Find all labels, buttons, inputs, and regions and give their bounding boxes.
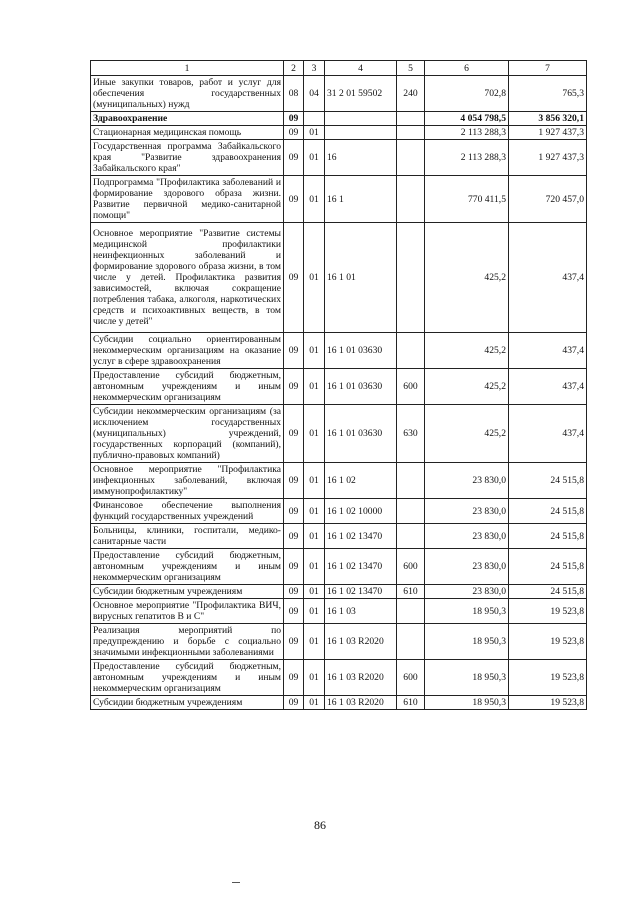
table-row [91, 176, 587, 223]
cell-target-code: 16 1 02 13470 [325, 524, 397, 549]
cell-amount-year2: 24 515,8 [509, 499, 587, 524]
cell-name: Финансовое обеспечение выполнения функций государственных учреждений [91, 499, 284, 524]
cell-amount-year2: 437,4 [509, 333, 587, 369]
cell-subsection: 01 [304, 126, 325, 140]
table-row [91, 126, 587, 140]
cell-amount-year2: 1 927 437,3 [509, 140, 587, 176]
table-row [91, 549, 587, 585]
cell-section: 09 [284, 585, 304, 599]
column-header: 3 [304, 61, 325, 76]
cell-section: 09 [284, 176, 304, 223]
table-row [91, 405, 587, 463]
cell-name: Реализация мероприятий по предупреждению и борьбе с социально значимыми инфекционными заболеваниями [91, 624, 284, 660]
cell-section: 09 [284, 524, 304, 549]
cell-subsection [304, 112, 325, 126]
cell-amount-year1: 4 054 798,5 [425, 112, 509, 126]
cell-target-code: 31 2 01 59502 [325, 76, 397, 112]
cell-expense-type: 630 [397, 405, 425, 463]
table-row [91, 223, 587, 333]
table-row [91, 112, 587, 126]
cell-amount-year2: 1 927 437,3 [509, 126, 587, 140]
cell-expense-type [397, 599, 425, 624]
cell-amount-year2: 19 523,8 [509, 696, 587, 710]
cell-name: Подпрограмма "Профилактика заболеваний и формирование здорового образа жизни. Развитие первичной медико-санитарной помощи" [91, 176, 284, 223]
cell-amount-year2: 24 515,8 [509, 549, 587, 585]
footer-dash [232, 882, 240, 883]
cell-target-code: 16 1 01 03630 [325, 333, 397, 369]
cell-target-code: 16 1 02 13470 [325, 549, 397, 585]
cell-target-code: 16 1 [325, 176, 397, 223]
cell-amount-year1: 2 113 288,3 [425, 140, 509, 176]
table-row [91, 76, 587, 112]
cell-amount-year2: 19 523,8 [509, 624, 587, 660]
cell-amount-year1: 23 830,0 [425, 585, 509, 599]
cell-amount-year1: 18 950,3 [425, 599, 509, 624]
cell-subsection: 01 [304, 140, 325, 176]
cell-amount-year2: 437,4 [509, 223, 587, 333]
cell-target-code: 16 [325, 140, 397, 176]
cell-amount-year1: 425,2 [425, 333, 509, 369]
table-row [91, 463, 587, 499]
cell-subsection: 01 [304, 499, 325, 524]
table-row [91, 333, 587, 369]
cell-section: 09 [284, 333, 304, 369]
cell-section: 09 [284, 405, 304, 463]
cell-subsection: 01 [304, 660, 325, 696]
cell-name: Субсидии социально ориентированным некоммерческим организациям на оказание услуг в сфере здравоохранения [91, 333, 284, 369]
cell-amount-year1: 425,2 [425, 369, 509, 405]
cell-expense-type [397, 223, 425, 333]
cell-name: Предоставление субсидий бюджетным, автономным учреждениям и иным некоммерческим организациям [91, 660, 284, 696]
cell-amount-year2: 720 457,0 [509, 176, 587, 223]
table-row [91, 660, 587, 696]
cell-subsection: 01 [304, 524, 325, 549]
cell-section: 09 [284, 140, 304, 176]
cell-name: Иные закупки товаров, работ и услуг для обеспечения государственных (муниципальных) нужд [91, 76, 284, 112]
cell-amount-year1: 18 950,3 [425, 696, 509, 710]
cell-target-code [325, 112, 397, 126]
cell-amount-year1: 23 830,0 [425, 524, 509, 549]
column-header: 5 [397, 61, 425, 76]
cell-subsection: 01 [304, 696, 325, 710]
cell-section: 09 [284, 463, 304, 499]
cell-expense-type [397, 524, 425, 549]
cell-section: 09 [284, 112, 304, 126]
cell-expense-type: 600 [397, 369, 425, 405]
cell-target-code: 16 1 01 03630 [325, 405, 397, 463]
cell-amount-year2: 3 856 320,1 [509, 112, 587, 126]
cell-name: Предоставление субсидий бюджетным, автономным учреждениям и иным некоммерческим организациям [91, 549, 284, 585]
cell-amount-year2: 19 523,8 [509, 660, 587, 696]
cell-name: Предоставление субсидий бюджетным, автономным учреждениям и иным некоммерческим организациям [91, 369, 284, 405]
table-row [91, 499, 587, 524]
cell-amount-year1: 425,2 [425, 405, 509, 463]
cell-expense-type: 600 [397, 549, 425, 585]
cell-expense-type [397, 112, 425, 126]
cell-amount-year2: 24 515,8 [509, 524, 587, 549]
cell-section: 09 [284, 599, 304, 624]
cell-amount-year2: 437,4 [509, 369, 587, 405]
budget-table [90, 60, 587, 710]
cell-section: 09 [284, 369, 304, 405]
cell-expense-type: 240 [397, 76, 425, 112]
cell-subsection: 01 [304, 223, 325, 333]
table-row [91, 369, 587, 405]
table-row [91, 599, 587, 624]
cell-name: Здравоохранение [91, 112, 284, 126]
cell-expense-type [397, 624, 425, 660]
cell-name: Государственная программа Забайкальского края "Развитие здравоохранения Забайкальского края" [91, 140, 284, 176]
cell-subsection: 01 [304, 585, 325, 599]
table-header-row [91, 61, 587, 76]
cell-name: Субсидии бюджетным учреждениям [91, 585, 284, 599]
cell-subsection: 04 [304, 76, 325, 112]
cell-expense-type: 610 [397, 585, 425, 599]
cell-amount-year2: 24 515,8 [509, 585, 587, 599]
cell-amount-year1: 18 950,3 [425, 660, 509, 696]
cell-expense-type [397, 140, 425, 176]
cell-section: 09 [284, 126, 304, 140]
cell-expense-type [397, 499, 425, 524]
cell-subsection: 01 [304, 333, 325, 369]
cell-target-code: 16 1 03 R2020 [325, 696, 397, 710]
cell-subsection: 01 [304, 369, 325, 405]
cell-target-code: 16 1 01 03630 [325, 369, 397, 405]
cell-section: 08 [284, 76, 304, 112]
column-header: 2 [284, 61, 304, 76]
cell-section: 09 [284, 549, 304, 585]
cell-expense-type [397, 176, 425, 223]
cell-subsection: 01 [304, 176, 325, 223]
cell-amount-year1: 770 411,5 [425, 176, 509, 223]
table-row [91, 524, 587, 549]
cell-section: 09 [284, 499, 304, 524]
cell-target-code: 16 1 02 13470 [325, 585, 397, 599]
table-row [91, 140, 587, 176]
table-row [91, 585, 587, 599]
table-row [91, 696, 587, 710]
table-row [91, 624, 587, 660]
column-header: 1 [91, 61, 284, 76]
cell-amount-year1: 2 113 288,3 [425, 126, 509, 140]
cell-amount-year1: 23 830,0 [425, 463, 509, 499]
cell-amount-year2: 765,3 [509, 76, 587, 112]
cell-amount-year1: 702,8 [425, 76, 509, 112]
cell-amount-year1: 18 950,3 [425, 624, 509, 660]
cell-target-code: 16 1 03 R2020 [325, 624, 397, 660]
column-header: 7 [509, 61, 587, 76]
cell-amount-year1: 23 830,0 [425, 549, 509, 585]
cell-expense-type [397, 463, 425, 499]
cell-name: Больницы, клиники, госпитали, медико-санитарные части [91, 524, 284, 549]
cell-name: Субсидии бюджетным учреждениям [91, 696, 284, 710]
cell-amount-year2: 24 515,8 [509, 463, 587, 499]
cell-target-code: 16 1 02 [325, 463, 397, 499]
cell-expense-type: 610 [397, 696, 425, 710]
cell-amount-year1: 23 830,0 [425, 499, 509, 524]
cell-subsection: 01 [304, 599, 325, 624]
cell-section: 09 [284, 223, 304, 333]
column-header: 6 [425, 61, 509, 76]
cell-target-code: 16 1 02 10000 [325, 499, 397, 524]
cell-name: Основное мероприятие "Профилактика инфекционных заболеваний, включая иммунопрофилактику" [91, 463, 284, 499]
cell-target-code: 16 1 03 R2020 [325, 660, 397, 696]
cell-name: Основное мероприятие "Развитие системы медицинской профилактики неинфекционных заболеваний и формирование здорового образа жизни, в том числе у детей. Профилактика развития зависимостей, включая сокращение потребления табака, алкоголя, наркотических средств и психоактивных веществ, в том числе у детей" [91, 223, 284, 333]
cell-name: Стационарная медицинская помощь [91, 126, 284, 140]
cell-subsection: 01 [304, 463, 325, 499]
cell-expense-type [397, 126, 425, 140]
cell-expense-type [397, 333, 425, 369]
page-number: 86 [314, 818, 326, 832]
column-header: 4 [325, 61, 397, 76]
cell-section: 09 [284, 696, 304, 710]
cell-target-code: 16 1 03 [325, 599, 397, 624]
cell-target-code: 16 1 01 [325, 223, 397, 333]
cell-name: Субсидии некоммерческим организациям (за исключением государственных (муниципальных) учреждений, государственных корпораций (компаний), публично-правовых компаний) [91, 405, 284, 463]
cell-amount-year2: 437,4 [509, 405, 587, 463]
cell-amount-year1: 425,2 [425, 223, 509, 333]
cell-section: 09 [284, 660, 304, 696]
cell-name: Основное мероприятие "Профилактика ВИЧ, вирусных гепатитов В и С" [91, 599, 284, 624]
cell-expense-type: 600 [397, 660, 425, 696]
cell-subsection: 01 [304, 405, 325, 463]
cell-amount-year2: 19 523,8 [509, 599, 587, 624]
cell-subsection: 01 [304, 549, 325, 585]
cell-section: 09 [284, 624, 304, 660]
cell-subsection: 01 [304, 624, 325, 660]
cell-target-code [325, 126, 397, 140]
